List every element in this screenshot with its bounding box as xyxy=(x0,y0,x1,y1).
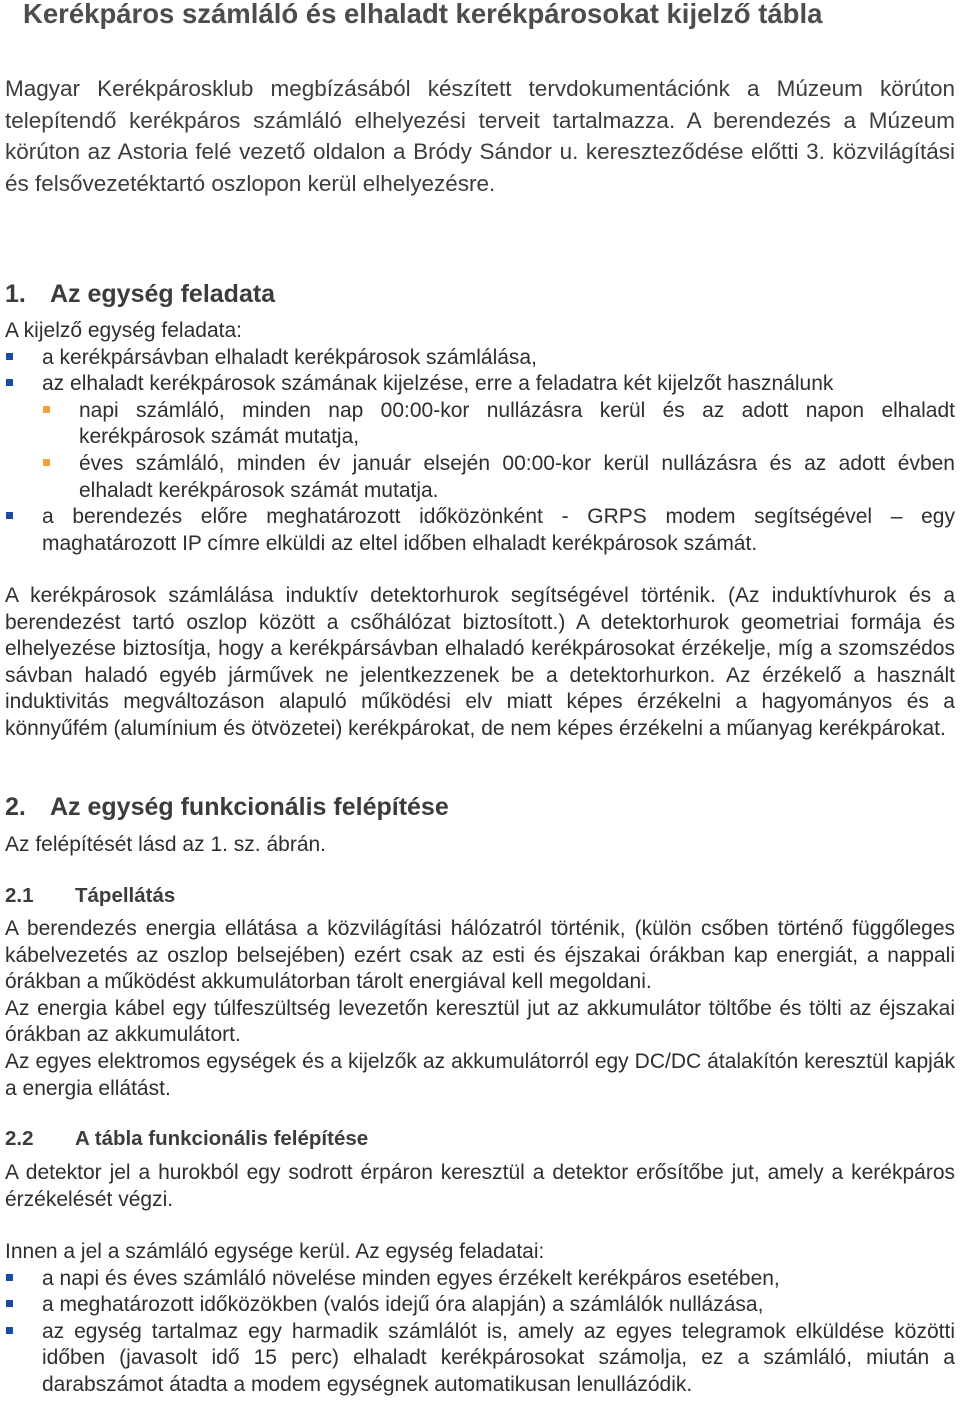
square-bullet-icon xyxy=(6,353,13,360)
section-2-2-number: 2.2 xyxy=(5,1127,34,1150)
section-2-lead: Az felépítését lásd az 1. sz. ábrán. xyxy=(5,833,327,856)
square-bullet-icon xyxy=(6,379,13,386)
section-1-number: 1. xyxy=(5,280,26,308)
square-bullet-icon xyxy=(43,459,50,466)
section-2-2-paragraph-1: A detektor jel a hurokból egy sodrott érpáron keresztül a detektor erősítőbe jut, amely a kerékpáros érzékelését végzi. xyxy=(5,1161,955,1211)
document-title: Kerékpáros számláló és elhaladt kerékpárosokat kijelző tábla xyxy=(23,0,823,29)
intro-paragraph: Magyar Kerékpárosklub megbízásából készített tervdokumentációnk a Múzeum körúton telepítendő kerékpáros számláló elhelyezési terveit tartalmazza. A berendezés a Múzeum körúton az Astoria felé vezető oldalon a Bródy Sándor u. kereszteződése előtti 3. közvilágítási és felsővezetéktartó oszlopon kerül elhelyezésre. xyxy=(5,76,955,196)
list-item-text: a berendezés előre meghatározott időközönként - GRPS modem segítségével – egy maghatározott IP címre elküldi az eltel időben elhaladt kerékpárosok számát. xyxy=(42,505,955,555)
section-2-2-body xyxy=(5,1239,955,1399)
list-item-text: az egység tartalmaz egy harmadik számlálót is, amely az egyes telegramok elküldése közötti időben (javasolt idő 15 perc) elhaladt kerékpárosokat számolja, ez a számláló, miután a darabszámot átadta a modem egységnek automatikusan lenullázódik. xyxy=(42,1319,955,1396)
section-2-heading xyxy=(5,793,449,822)
list-item xyxy=(5,371,955,398)
square-bullet-icon xyxy=(6,512,13,519)
section-2-1-number: 2.1 xyxy=(5,884,34,907)
section-1-body xyxy=(5,318,955,557)
section-2-1-title: Tápellátás xyxy=(75,884,176,907)
section-1-lead: A kijelző egység feladata: xyxy=(5,319,242,342)
section-2-1-paragraph-1: A berendezés energia ellátása a közvilágítási hálózatról történik, (külön csőben történő függőleges kábelvezetés az oszlop belsejében) ezért csak az esti és éjszakai órákban kap energiát, a nappali órákban a működést akkumulátorban tárolt energiával kell megoldani. xyxy=(5,917,955,994)
section-2-title: Az egység funkcionális felépítése xyxy=(50,793,449,821)
section-2-1-heading xyxy=(5,884,175,908)
section-2-1-body xyxy=(5,916,955,1102)
list-item xyxy=(5,504,955,557)
section-2-2-list xyxy=(5,1266,955,1399)
square-bullet-icon xyxy=(6,1274,13,1281)
sub-list-item-text: napi számláló, minden nap 00:00-kor nullázásra kerül és az adott napon elhaladt kerékpárosok számát mutatja, xyxy=(79,398,955,449)
list-item-text: a napi és éves számláló növelése minden egyes érzékelt kerékpáros esetében, xyxy=(42,1266,780,1290)
section-2-1-paragraph-3: Az egyes elektromos egységek és a kijelzők az akkumulátorról egy DC/DC átalakítón keresztül kapják a energia ellátást. xyxy=(5,1049,955,1100)
section-1-heading xyxy=(5,280,275,309)
section-2-2-title: A tábla funkcionális felépítése xyxy=(75,1127,369,1150)
list-item xyxy=(5,1266,955,1293)
square-bullet-icon xyxy=(6,1300,13,1307)
sub-list-item-text: éves számláló, minden év január elsején 00:00-kor kerül nullázásra és az adott évben elhaladt kerékpárosok számát mutatja. xyxy=(79,451,955,502)
square-bullet-icon xyxy=(6,1327,13,1334)
section-2-1-paragraph-2: Az energia kábel egy túlfeszültség levezetőn keresztül jut az akkumulátor töltőbe és tölti az éjszakai órákban az akkumulátort. xyxy=(5,996,955,1047)
list-item xyxy=(5,1292,955,1319)
list-item xyxy=(5,1319,955,1399)
section-1-list xyxy=(5,345,955,558)
list-item xyxy=(5,345,955,372)
list-item-text: a meghatározott időközökben (valós idejű óra alapján) a számlálók nullázása, xyxy=(42,1293,764,1317)
section-2-2-lead: Innen a jel a számláló egysége kerül. Az egység feladatai: xyxy=(5,1240,545,1263)
list-item-text: az elhaladt kerékpárosok számának kijelzése, erre a feladatra két kijelzőt használunk xyxy=(42,372,834,396)
section-2-2-heading xyxy=(5,1127,368,1151)
list-item-text: a kerékpársávban elhaladt kerékpárosok számlálása, xyxy=(42,345,537,369)
section-1-title: Az egység feladata xyxy=(50,280,276,308)
sub-list-item xyxy=(5,398,955,451)
square-bullet-icon xyxy=(43,406,50,413)
section-1-paragraph: A kerékpárosok számlálása induktív detektorhurok segítségével történik. (Az induktívhurok és a berendezést tartó oszlop között a csőhálózat biztosított.) A detektorhurok geometriai formája és elhelyezése biztosítja, hogy a kerékpársávban elhaladó kerékpárosokat érzékelje, míg a szomszédos sávban haladó egyéb járművek ne jelentkezzenek be a detektorhurkon. Az érzékelő a használt induktivitás megváltozáson alapuló működési elv miatt képes érzékelni a hagyományos és a könnyűfém (alumínium és ötvözetei) kerékpárokat, de nem képes érzékelni a műanyag kerékpárokat. xyxy=(5,584,955,740)
sub-list-item xyxy=(5,451,955,504)
section-2-number: 2. xyxy=(5,793,26,821)
